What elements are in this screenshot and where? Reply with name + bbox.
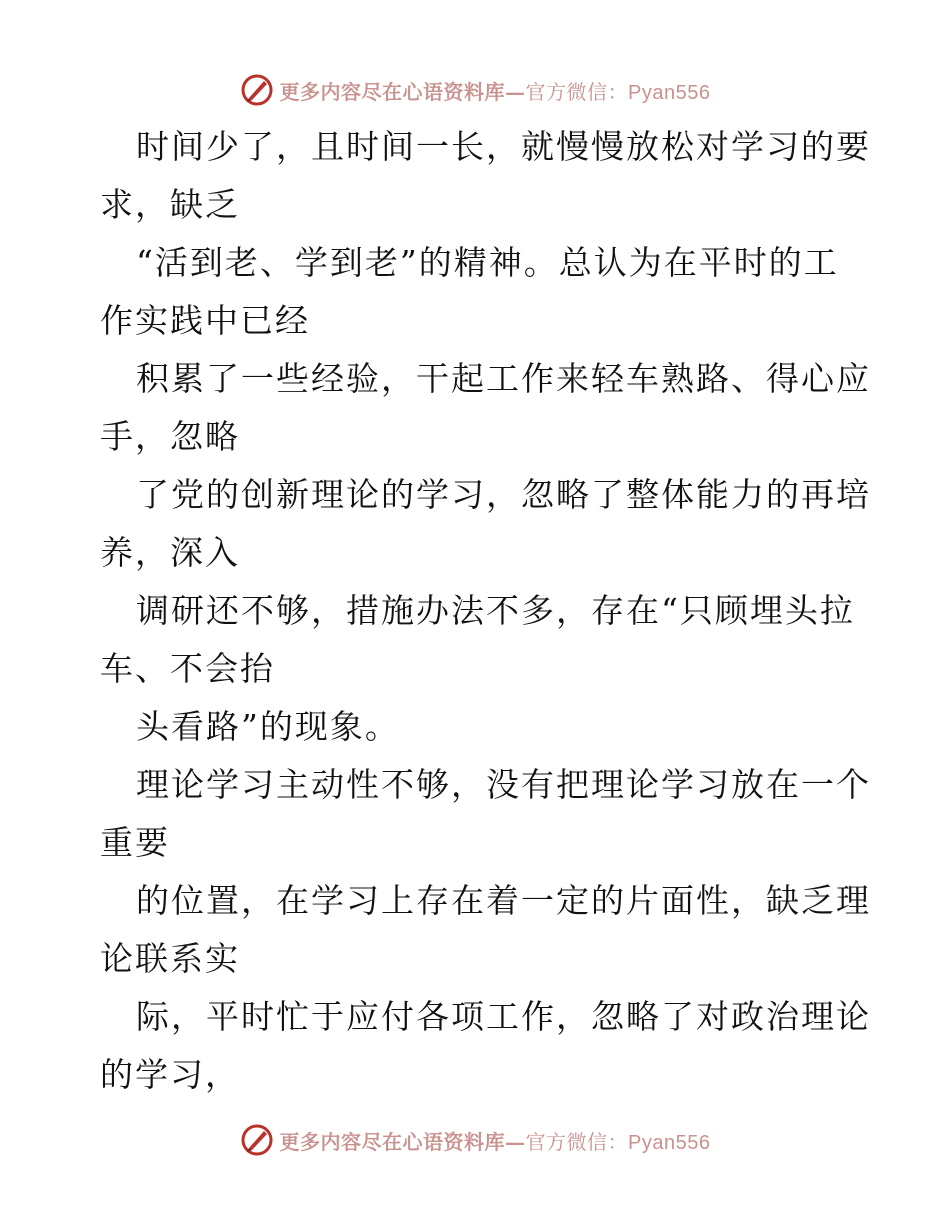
body-line: 的位置，在学习上存在着一定的片面性，缺乏理 xyxy=(136,881,871,920)
footer-brand-name: 更多内容尽在心语资料库— xyxy=(279,1129,526,1154)
body-line: 论联系实 xyxy=(100,939,240,978)
footer-wechat-text: 官方微信：Pyan556 xyxy=(525,1131,711,1154)
body-line: 理论学习主动性不够，没有把理论学习放在一个 xyxy=(136,765,871,804)
body-line: 时间少了，且时间一长，就慢慢放松对学习的要 xyxy=(136,127,871,166)
body-line: 头看路”的现象。 xyxy=(136,707,400,746)
header-brand-name: 更多内容尽在心语资料库— xyxy=(279,79,526,104)
red-pen-logo-icon xyxy=(240,73,274,107)
footer-brand-text xyxy=(280,1126,711,1155)
header-wechat-text: 官方微信：Pyan556 xyxy=(525,81,711,104)
body-line: 养，深入 xyxy=(100,533,240,572)
body-line: 际，平时忙于应付各项工作，忽略了对政治理论 xyxy=(136,997,871,1036)
body-line: 作实践中已经 xyxy=(100,301,310,340)
document-body xyxy=(100,118,871,1104)
red-pen-logo-icon xyxy=(240,1123,274,1157)
body-line: 车、不会抬 xyxy=(100,649,275,688)
body-line: 重要 xyxy=(100,823,170,862)
body-line: 的学习， xyxy=(100,1055,240,1094)
body-line: 手，忽略 xyxy=(100,417,240,456)
body-line: 了党的创新理论的学习，忽略了整体能力的再培 xyxy=(136,475,871,514)
body-line: 调研还不够，措施办法不多，存在“只顾埋头拉 xyxy=(136,591,855,630)
body-line: “活到老、学到老”的精神。总认为在平时的工 xyxy=(136,243,839,282)
header-banner xyxy=(0,70,950,110)
body-line: 积累了一些经验，干起工作来轻车熟路、得心应 xyxy=(136,359,871,398)
footer-banner xyxy=(0,1120,950,1160)
body-line: 求，缺乏 xyxy=(100,185,240,224)
header-brand-text xyxy=(280,76,711,105)
